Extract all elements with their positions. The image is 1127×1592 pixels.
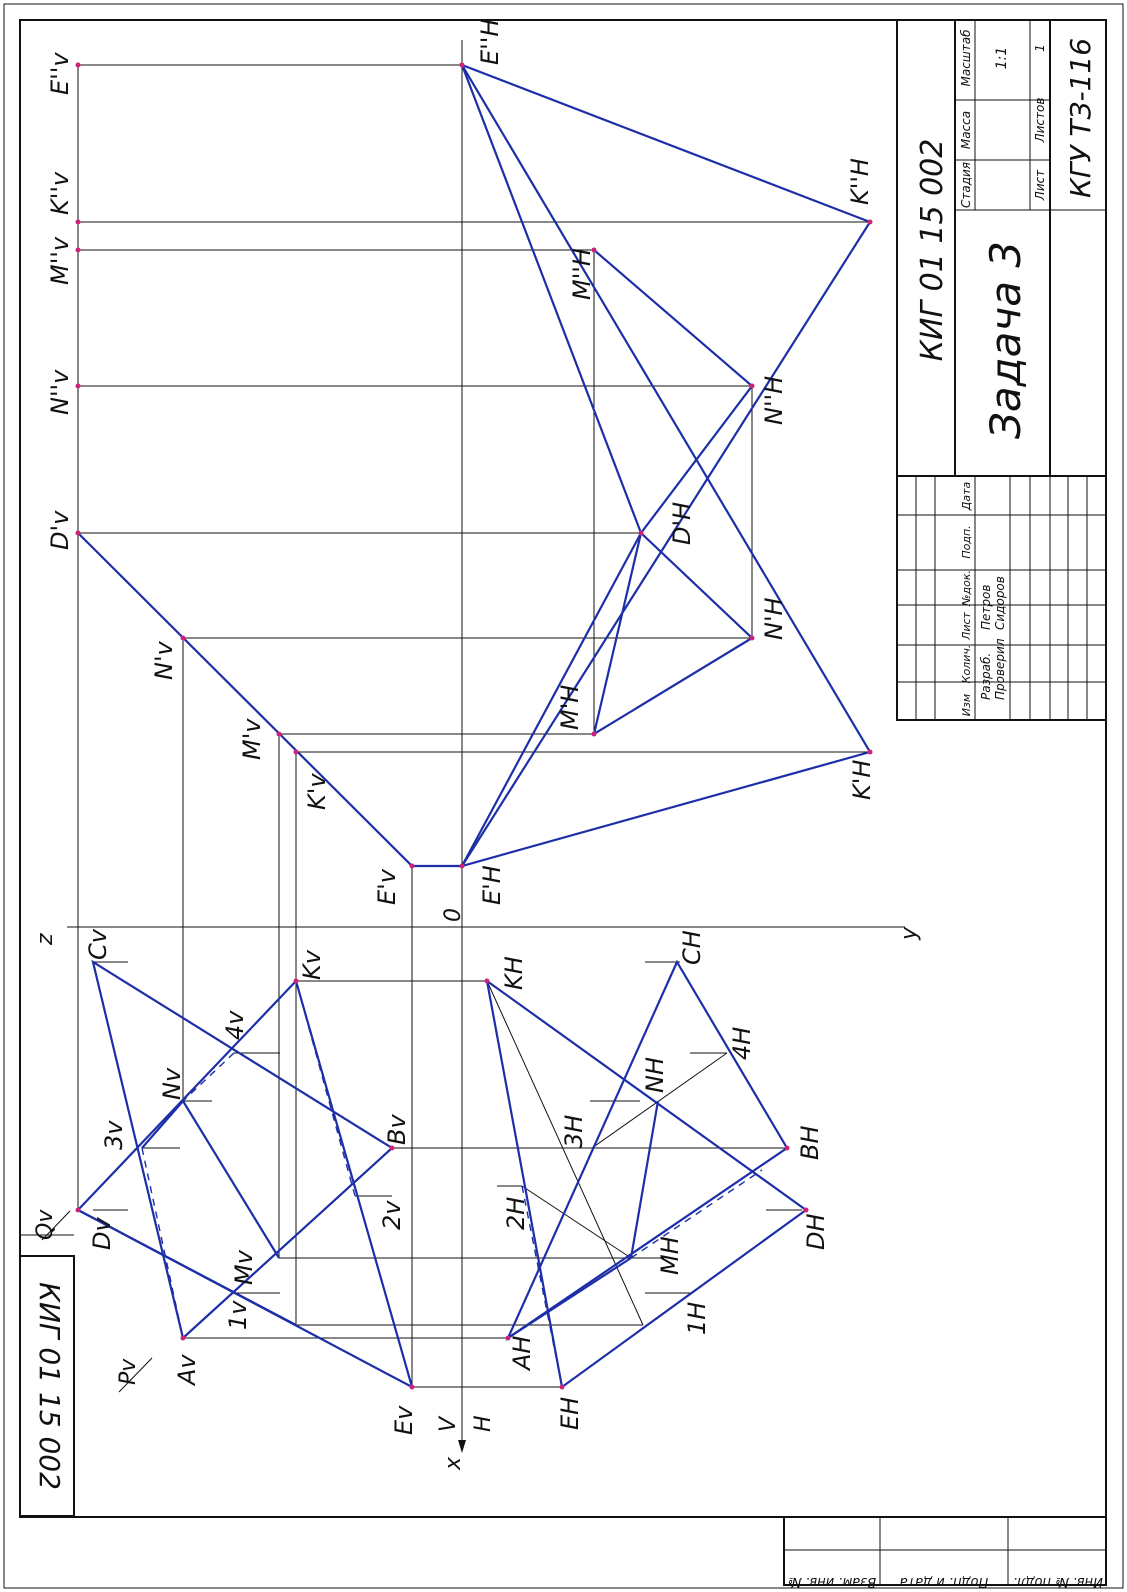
label-4h: 4H bbox=[728, 1026, 756, 1060]
label-m2h: M''H bbox=[568, 248, 596, 300]
projection-lines bbox=[42, 40, 905, 1445]
label-k2v: K''v bbox=[46, 171, 74, 215]
label-m2v: M''v bbox=[46, 236, 74, 285]
label-dv: Dv bbox=[88, 1217, 116, 1250]
label-k2h: K''H bbox=[846, 158, 874, 205]
label-kh: KH bbox=[500, 956, 528, 990]
aux-front-labels bbox=[46, 52, 401, 905]
header-sheet: Лист bbox=[1033, 169, 1047, 201]
label-e1h: E'H bbox=[478, 865, 506, 905]
label-av: Av bbox=[173, 1354, 201, 1385]
margin-label-inv: Инв. № подл. bbox=[1013, 1574, 1103, 1589]
name-dev: Петров bbox=[979, 584, 993, 630]
top-labels bbox=[500, 930, 830, 1430]
aux-top-labels bbox=[476, 19, 876, 905]
aux-figure bbox=[78, 65, 870, 866]
label-e1v: E'v bbox=[373, 869, 401, 905]
label-2v: 2v bbox=[378, 1200, 406, 1230]
role-check: Проверил bbox=[993, 638, 1007, 700]
header-mass: Масса bbox=[959, 110, 973, 150]
rev-header: Изм bbox=[960, 693, 973, 717]
role-dev: Разраб. bbox=[979, 652, 993, 700]
label-nh: NH bbox=[641, 1057, 669, 1093]
label-mh: MH bbox=[656, 1236, 684, 1275]
label-1h: 1H bbox=[683, 1301, 711, 1335]
axis-h-label: H bbox=[471, 1415, 496, 1432]
header-scale: Масштаб bbox=[959, 29, 973, 87]
label-ah: AH bbox=[508, 1335, 536, 1370]
origin-label: 0 bbox=[441, 908, 466, 922]
label-n2h: N''H bbox=[760, 375, 788, 425]
plane-q-label: Qv bbox=[33, 1209, 58, 1240]
label-n1h: N'H bbox=[760, 597, 788, 640]
label-3v: 3v bbox=[100, 1120, 128, 1150]
label-n1v: N'v bbox=[150, 641, 178, 680]
stamp-code: КИГ 01 15 002 bbox=[33, 1282, 66, 1490]
header-stage: Стадия bbox=[959, 161, 973, 209]
label-4v: 4v bbox=[221, 1010, 249, 1040]
doc-code: КИГ 01 15 002 bbox=[915, 138, 950, 362]
label-e2h: E''H bbox=[476, 18, 504, 65]
label-m1h: M'H bbox=[556, 684, 584, 730]
rev-header: Дата bbox=[960, 481, 973, 511]
task-title: Задача 3 bbox=[981, 240, 1030, 440]
label-eh: EH bbox=[556, 1396, 584, 1430]
label-bv: Bv bbox=[383, 1114, 411, 1145]
org-code: КГУ ТЗ-116 bbox=[1064, 37, 1097, 199]
rev-header: №док. bbox=[960, 570, 973, 606]
label-ch: CH bbox=[678, 930, 706, 965]
label-e2v: E''v bbox=[46, 52, 74, 95]
header-sheets: Листов bbox=[1033, 97, 1047, 143]
points bbox=[76, 63, 873, 1390]
axis-y-label: y bbox=[897, 926, 922, 940]
label-kv: Kv bbox=[298, 950, 326, 980]
label-2h: 2H bbox=[502, 1196, 530, 1230]
margin-label-sign: Подп. и дата bbox=[899, 1574, 989, 1589]
label-3h: 3H bbox=[560, 1114, 588, 1148]
axis-v-label: V bbox=[436, 1416, 461, 1432]
rev-header: Колич. bbox=[960, 644, 973, 684]
label-cv: Cv bbox=[84, 929, 112, 960]
label-k1h: K'H bbox=[848, 759, 876, 800]
label-k1v: K'v bbox=[303, 773, 331, 810]
label-bh: BH bbox=[796, 1125, 824, 1160]
name-check: Сидоров bbox=[993, 576, 1007, 630]
label-d1v: D'v bbox=[46, 510, 74, 550]
label-1v: 1v bbox=[224, 1300, 252, 1330]
label-ev: Ev bbox=[390, 1405, 418, 1435]
top-view bbox=[487, 962, 806, 1387]
label-mv: Mv bbox=[230, 1250, 258, 1285]
rev-header: Подп. bbox=[960, 525, 973, 559]
label-dh: DH bbox=[802, 1213, 830, 1250]
plane-p-label: Pv bbox=[116, 1358, 141, 1385]
title-block bbox=[897, 20, 1106, 720]
sheets-total: 1 bbox=[1033, 44, 1047, 52]
scale-value: 1:1 bbox=[994, 46, 1010, 70]
rev-header: Лист bbox=[960, 612, 973, 640]
label-m1v: M'v bbox=[238, 718, 266, 760]
axis-z-label: z bbox=[33, 933, 58, 945]
label-n2v: N''v bbox=[46, 369, 74, 415]
margin-label-replace: Взам. инв. № bbox=[787, 1574, 877, 1589]
label-d1h: D'H bbox=[668, 501, 696, 545]
axis-x-label: x bbox=[441, 1456, 466, 1470]
label-nv: Nv bbox=[158, 1067, 186, 1100]
axis-arrow bbox=[458, 1440, 466, 1453]
